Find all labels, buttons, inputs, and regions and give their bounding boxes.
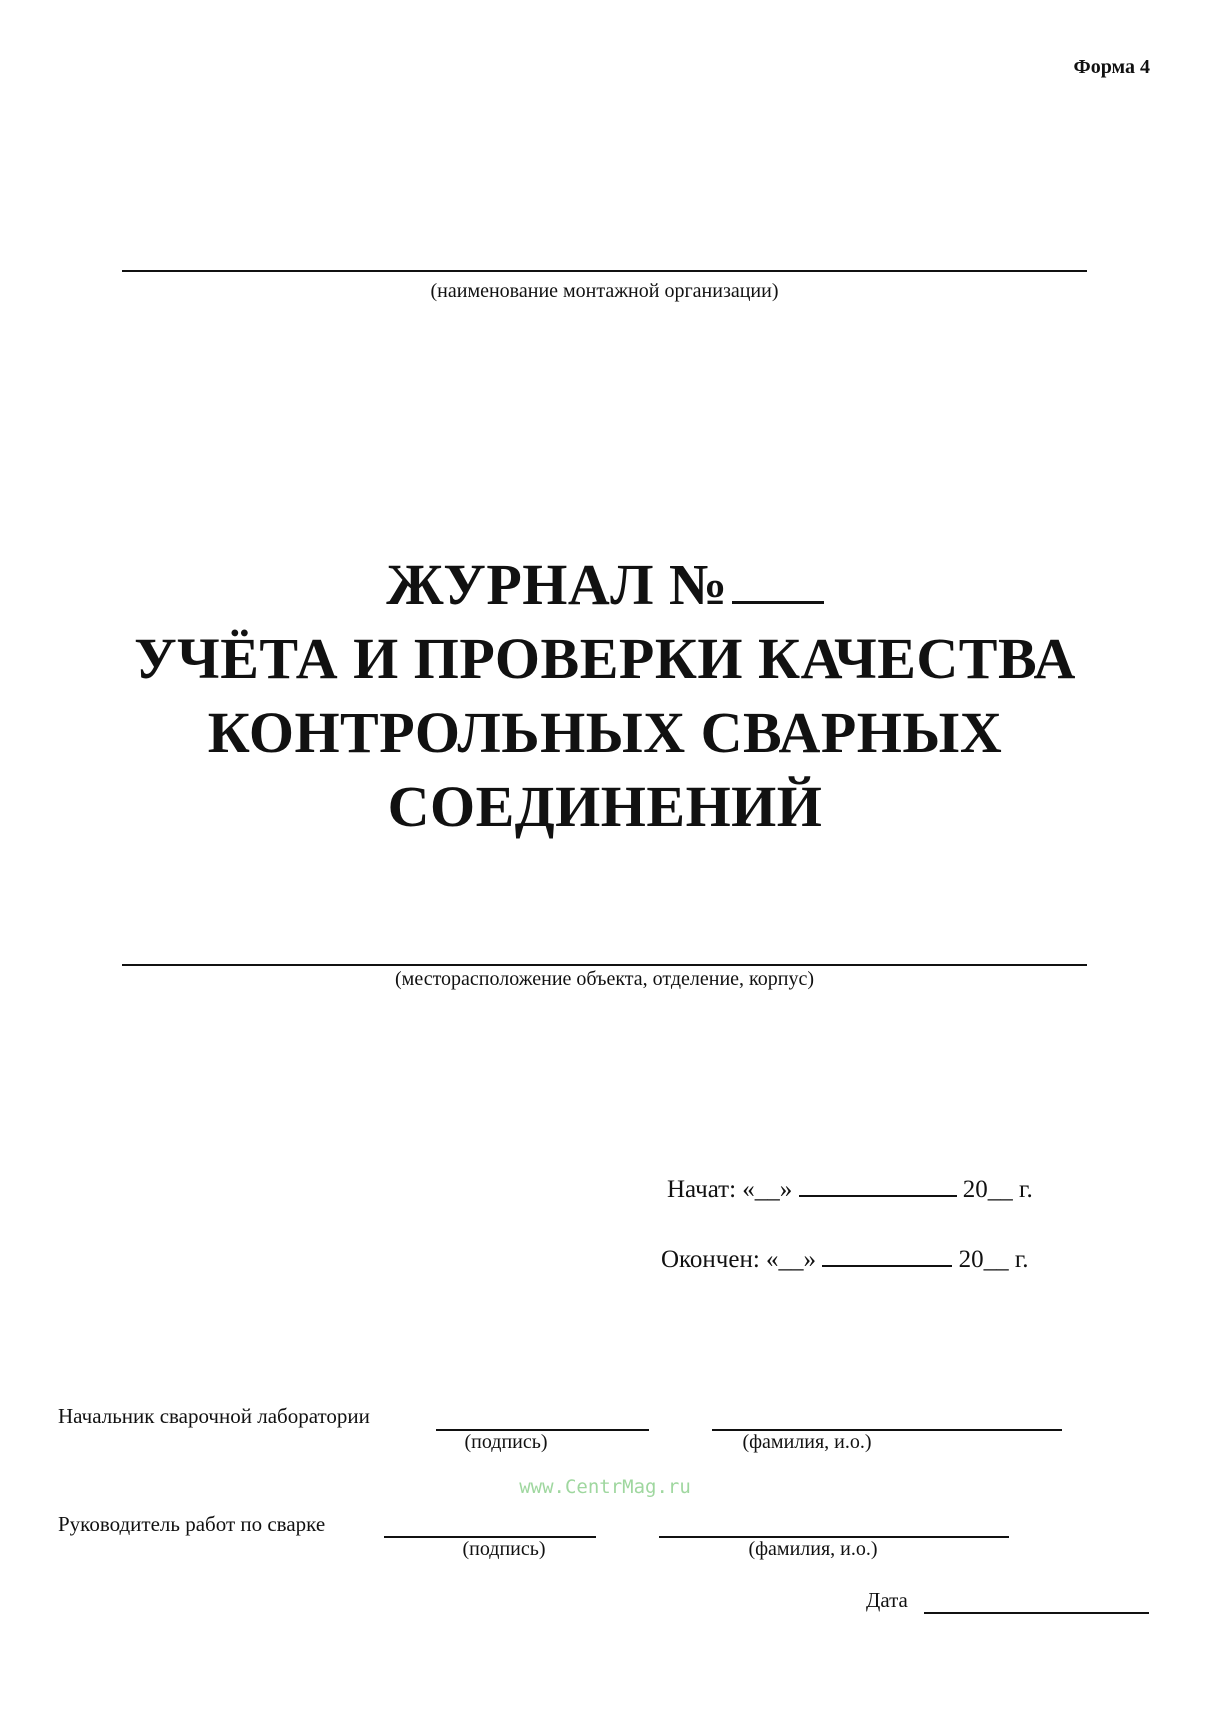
started-date-row xyxy=(667,1176,1033,1204)
title-line-4: СОЕДИНЕНИЙ xyxy=(387,774,823,839)
location-caption: (месторасположение объекта, отделение, корпус) xyxy=(395,968,814,990)
lab-head-signature-caption: (подпись) xyxy=(464,1431,548,1453)
title-line-2: УЧЁТА И ПРОВЕРКИ КАЧЕСТВА xyxy=(134,626,1076,691)
organization-line xyxy=(122,270,1087,272)
watermark: www.CentrMag.ru xyxy=(519,1476,691,1498)
location-line xyxy=(122,964,1087,966)
welding-head-name-caption: (фамилия, и.о.) xyxy=(748,1538,878,1560)
lab-head-name-caption: (фамилия, и.о.) xyxy=(742,1431,872,1453)
welding-head-label: Руководитель работ по сварке xyxy=(58,1512,326,1536)
title-line-3: КОНТРОЛЬНЫХ СВАРНЫХ xyxy=(207,700,1003,765)
title-line-1 xyxy=(0,548,1210,622)
finished-label: Окончен: «__» xyxy=(661,1246,817,1273)
finished-year: 20__ г. xyxy=(958,1246,1029,1273)
lab-head-label: Начальник сварочной лаборатории xyxy=(58,1404,370,1428)
started-month-blank[interactable] xyxy=(799,1195,957,1197)
title-journal-number: ЖУРНАЛ № xyxy=(386,552,728,617)
finished-date-row xyxy=(661,1246,1029,1274)
started-label: Начат: «__» xyxy=(667,1176,793,1203)
started-year: 20__ г. xyxy=(962,1176,1033,1203)
organization-caption: (наименование монтажной организации) xyxy=(430,280,779,302)
date-label: Дата xyxy=(866,1588,908,1612)
journal-title xyxy=(0,548,1210,844)
finished-month-blank[interactable] xyxy=(822,1265,952,1267)
form-number: Форма 4 xyxy=(1073,56,1150,78)
journal-number-blank[interactable] xyxy=(732,601,824,604)
date-line[interactable] xyxy=(924,1612,1149,1614)
welding-head-signature-caption: (подпись) xyxy=(462,1538,546,1560)
